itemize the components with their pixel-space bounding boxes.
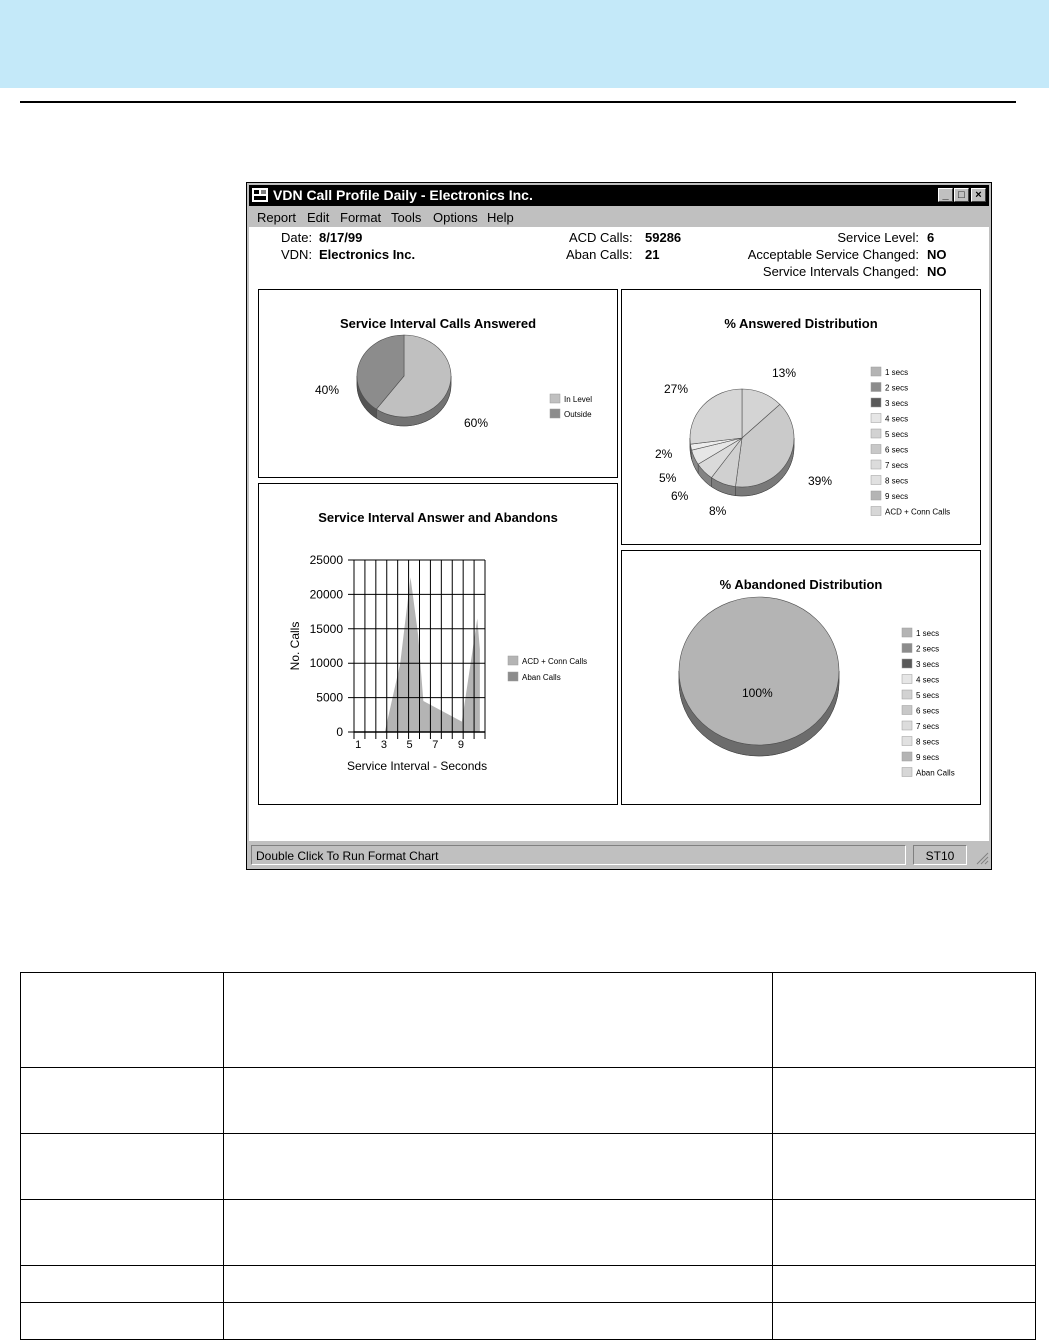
- table-row: [21, 1134, 1036, 1200]
- legend-swatch: [871, 460, 881, 469]
- y-tick-label: 25000: [309, 553, 343, 567]
- menu-format[interactable]: Format: [340, 210, 382, 225]
- legend-label: 6 secs: [916, 706, 940, 716]
- pie-value-label: 100%: [742, 686, 773, 700]
- legend-swatch: [871, 429, 881, 438]
- legend-label: ACD + Conn Calls: [885, 507, 951, 517]
- service-intervals-label: Service Intervals Changed:: [762, 264, 919, 279]
- legend-swatch: [871, 445, 881, 454]
- abandoned-distribution-chart: [622, 551, 980, 804]
- pie-value-label: 60%: [464, 416, 489, 430]
- legend-label: 1 secs: [916, 629, 940, 638]
- legend-swatch: [902, 706, 912, 715]
- x-tick-label: 3: [380, 739, 387, 751]
- legend-label: 6 secs: [885, 445, 909, 455]
- x-axis-title: Service Interval - Seconds: [347, 759, 488, 773]
- status-code: ST10: [913, 845, 967, 865]
- legend-swatch: [871, 398, 881, 407]
- x-tick-label: 5: [406, 739, 413, 751]
- abandoned-distribution-panel[interactable]: [621, 550, 981, 805]
- legend-label: Aban Calls: [916, 768, 955, 778]
- table-row: [21, 1303, 1036, 1340]
- chart-title: Service Interval Calls Answered: [339, 316, 537, 331]
- legend-swatch: [902, 659, 912, 668]
- vdn-label: VDN:: [281, 247, 313, 262]
- legend-swatch: [902, 721, 912, 730]
- legend-label: 4 secs: [916, 675, 940, 685]
- legend-label: 5 secs: [916, 691, 940, 700]
- legend-swatch: [550, 394, 560, 403]
- table-row: [21, 1266, 1036, 1303]
- table-row: [21, 1200, 1036, 1266]
- pie-value-label: 5%: [659, 471, 677, 485]
- date-value: 8/17/99: [319, 230, 363, 245]
- service-level-label: Service Level:: [837, 230, 919, 245]
- calls-answered-panel[interactable]: [258, 289, 618, 478]
- acd-calls-label: ACD Calls:: [569, 230, 633, 245]
- date-label: Date:: [281, 230, 313, 245]
- legend-label: Aban Calls: [522, 673, 561, 682]
- resize-grip-icon[interactable]: [975, 851, 989, 865]
- header-band: [0, 0, 1049, 88]
- legend-swatch: [871, 476, 881, 485]
- pie-slice: [679, 597, 839, 745]
- legend-label: 1 secs: [885, 368, 909, 377]
- legend-swatch: [871, 414, 881, 423]
- y-tick-label: 0: [336, 725, 343, 739]
- aban-calls-label: Aban Calls:: [566, 247, 633, 262]
- legend-swatch: [902, 628, 912, 637]
- legend-label: 2 secs: [885, 383, 909, 393]
- legend-swatch: [871, 491, 881, 500]
- legend-swatch: [902, 644, 912, 653]
- pie-value-label: 13%: [772, 366, 797, 380]
- legend-swatch: [871, 367, 881, 376]
- report-window: [246, 182, 992, 870]
- menu-bar: [249, 207, 989, 227]
- legend-swatch: [902, 768, 912, 777]
- vdn-value: Electronics Inc.: [319, 247, 416, 262]
- menu-help[interactable]: Help: [487, 210, 514, 225]
- area-series-acd: [385, 577, 480, 732]
- pie-value-label: 27%: [664, 382, 689, 396]
- pie-value-label: 39%: [808, 474, 833, 488]
- acceptable-service-value: NO: [927, 247, 947, 262]
- maximize-button[interactable]: □: [954, 188, 969, 202]
- service-level-value: 6: [927, 230, 935, 245]
- legend-label: 8 secs: [916, 737, 940, 747]
- legend-label: 3 secs: [885, 399, 909, 408]
- menu-edit[interactable]: Edit: [307, 210, 330, 225]
- legend-label: 9 secs: [885, 492, 909, 501]
- close-button[interactable]: ×: [971, 188, 986, 202]
- x-tick-label: 7: [432, 739, 439, 751]
- window-title: VDN Call Profile Daily - Electronics Inc.: [273, 187, 533, 203]
- legend-label: In Level: [564, 395, 593, 404]
- legend-swatch: [508, 656, 518, 665]
- acd-calls-value: 59286: [645, 230, 682, 245]
- service-intervals-value: NO: [927, 264, 947, 279]
- answered-distribution-panel[interactable]: [621, 289, 981, 545]
- answer-abandons-panel[interactable]: [258, 483, 618, 805]
- legend-label: 9 secs: [916, 753, 940, 762]
- answer-abandons-chart: [259, 484, 617, 804]
- chart-title: % Abandoned Distribution: [719, 577, 883, 592]
- y-tick-label: 5000: [316, 690, 343, 705]
- pie-value-label: 2%: [655, 447, 673, 461]
- legend-swatch: [550, 409, 560, 418]
- acceptable-service-label: Acceptable Service Changed:: [747, 247, 919, 262]
- legend-swatch: [902, 737, 912, 746]
- reference-table: [20, 972, 1036, 1340]
- y-tick-label: 10000: [309, 656, 343, 671]
- legend-label: 4 secs: [885, 414, 909, 424]
- status-bar: [249, 843, 989, 868]
- legend-swatch: [902, 752, 912, 761]
- legend-label: 7 secs: [916, 722, 940, 731]
- table-row: [21, 1068, 1036, 1134]
- chart-title: % Answered Distribution: [724, 316, 878, 331]
- y-axis-title: No. Calls: [288, 621, 302, 671]
- legend-label: 7 secs: [885, 461, 909, 470]
- legend-label: 5 secs: [885, 430, 909, 439]
- report-area: [249, 227, 989, 841]
- menu-tools[interactable]: Tools: [391, 210, 422, 225]
- legend-swatch: [902, 690, 912, 699]
- status-text: Double Click To Run Format Chart: [251, 845, 906, 865]
- app-icon: [252, 188, 268, 202]
- minimize-button[interactable]: _: [938, 188, 953, 202]
- legend-label: 3 secs: [916, 660, 940, 669]
- x-tick-label: 1: [355, 739, 362, 751]
- pie-value-label: 40%: [315, 383, 340, 397]
- calls-answered-chart: [259, 290, 617, 477]
- chart-title: Service Interval Answer and Abandons: [318, 510, 558, 525]
- legend-swatch: [508, 672, 518, 681]
- pie-slice: [690, 389, 742, 444]
- legend-swatch: [871, 507, 881, 516]
- legend-label: ACD + Conn Calls: [522, 657, 588, 666]
- legend-label: 2 secs: [916, 644, 940, 654]
- pie-value-label: 6%: [671, 489, 689, 503]
- menu-options[interactable]: Options: [433, 210, 478, 225]
- aban-calls-value: 21: [645, 247, 660, 262]
- answered-distribution-chart: [622, 290, 980, 544]
- legend-swatch: [871, 383, 881, 392]
- legend-label: 8 secs: [885, 476, 909, 486]
- header-rule: [20, 101, 1016, 103]
- title-bar[interactable]: [249, 185, 989, 206]
- menu-report[interactable]: Report: [257, 210, 297, 225]
- pie-value-label: 8%: [709, 504, 727, 518]
- table-row: [21, 973, 1036, 1068]
- x-tick-label: 9: [457, 739, 465, 751]
- y-tick-label: 15000: [309, 621, 343, 636]
- y-tick-label: 20000: [309, 587, 343, 602]
- legend-label: Outside: [564, 410, 592, 419]
- legend-swatch: [902, 675, 912, 684]
